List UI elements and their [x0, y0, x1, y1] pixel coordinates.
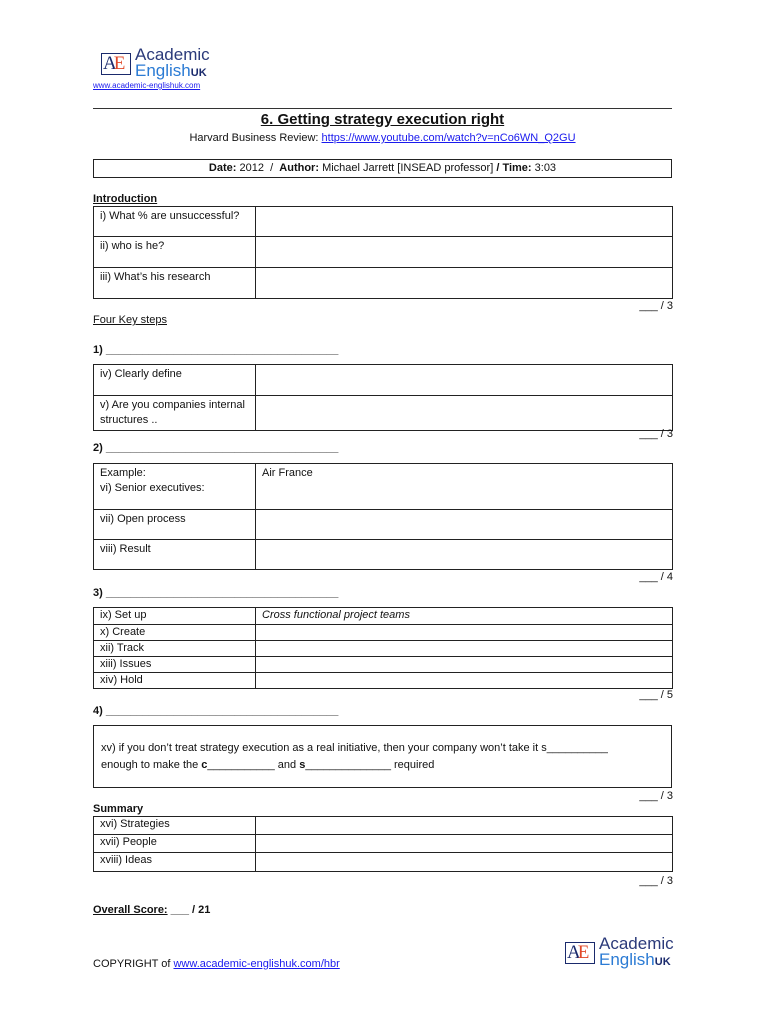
question-label: xiii) Issues — [94, 657, 256, 673]
answer-cell[interactable] — [256, 268, 673, 299]
step4-line1: xv) if you don’t treat strategy execution as a real initiative, then your company won’t take it s__________ — [101, 742, 608, 754]
overall-score — [93, 904, 210, 916]
step4-line2: enough to make the c___________ and s______________ required — [101, 759, 435, 771]
academic-english-logo-footer — [565, 936, 674, 970]
ae-logo-icon: AE — [565, 942, 595, 964]
source-url-link[interactable]: https://www.youtube.com/watch?v=nCo6WN_Q2GU — [321, 132, 576, 144]
summary-heading: Summary — [93, 803, 144, 815]
step1-heading: 1) ______________________________________ — [93, 344, 339, 356]
logo-word-uk: UK — [190, 67, 207, 79]
answer-cell[interactable] — [256, 657, 673, 673]
question-label: xviii) Ideas — [94, 853, 256, 872]
question-label: xvii) People — [94, 835, 256, 853]
overall-score-value: ___ / 21 — [167, 904, 211, 916]
summary-table — [93, 816, 673, 872]
step1-score: ___ / 3 — [639, 428, 673, 440]
answer-cell[interactable] — [256, 641, 673, 657]
summary-score: ___ / 3 — [639, 875, 673, 887]
source-label: Harvard Business Review: — [189, 132, 319, 144]
academic-english-logo — [101, 47, 210, 81]
info-box: Date: 2012 / Author: Michael Jarrett [INSEAD professor] / Time: 3:03 — [93, 159, 672, 178]
answer-cell[interactable] — [256, 673, 673, 689]
step3-heading: 3) ______________________________________ — [93, 587, 339, 599]
answer-cell[interactable] — [256, 835, 673, 853]
question-label: ix) Set up — [94, 608, 256, 625]
answer-cell[interactable] — [256, 365, 673, 396]
footer-link[interactable]: www.academic-englishuk.com/hbr — [173, 958, 340, 970]
question-label: iii) What’s his research — [94, 268, 256, 299]
step4-score: ___ / 3 — [639, 790, 673, 802]
author-value: Michael Jarrett [INSEAD professor] — [322, 162, 494, 174]
logo-word-academic: Academic — [599, 934, 674, 953]
date-value: 2012 — [239, 162, 264, 174]
step2-score: ___ / 4 — [639, 571, 673, 583]
answer-cell[interactable] — [256, 237, 673, 268]
question-label: ii) who is he? — [94, 237, 256, 268]
page-title: 6. Getting strategy execution right — [260, 111, 505, 128]
introduction-score: ___ / 3 — [639, 300, 673, 312]
answer-cell[interactable] — [256, 625, 673, 641]
answer-cell[interactable] — [256, 510, 673, 540]
question-label: viii) Result — [94, 540, 256, 570]
answer-cell[interactable] — [256, 853, 673, 872]
footer-copyright: COPYRIGHT of www.academic-englishuk.com/hbr — [93, 958, 340, 970]
logo-word-english: English — [135, 61, 191, 80]
header-divider — [93, 108, 672, 109]
example-value: Air France — [256, 464, 673, 510]
answer-cell[interactable] — [256, 396, 673, 431]
introduction-heading: Introduction — [93, 193, 158, 205]
question-label: xiv) Hold — [94, 673, 256, 689]
logo-word-academic: Academic — [135, 45, 210, 64]
step4-box — [93, 725, 672, 788]
question-label: v) Are you companies internal structures .. — [94, 396, 256, 431]
answer-cell[interactable] — [256, 817, 673, 835]
question-label: i) What % are unsuccessful? — [94, 207, 256, 237]
logo-word-uk: UK — [654, 956, 671, 968]
step4-heading: 4) ______________________________________ — [93, 705, 339, 717]
logo-word-english: English — [599, 950, 655, 969]
introduction-table — [93, 206, 673, 299]
time-value: 3:03 — [534, 162, 557, 174]
step3-table — [93, 607, 673, 689]
ae-logo-icon: AE — [101, 53, 131, 75]
question-label: xvi) Strategies — [94, 817, 256, 835]
answer-cell: Cross functional project teams — [256, 608, 673, 625]
step3-score: ___ / 5 — [639, 689, 673, 701]
step1-table — [93, 364, 673, 431]
question-label: vii) Open process — [94, 510, 256, 540]
step2-heading: 2) ______________________________________ — [93, 442, 339, 454]
overall-score-label: Overall Score: — [93, 904, 168, 916]
key-steps-heading: Four Key steps — [93, 314, 167, 326]
answer-cell[interactable] — [256, 207, 673, 237]
step2-table — [93, 463, 673, 570]
source-line — [93, 132, 672, 144]
question-label: x) Create — [94, 625, 256, 641]
website-link[interactable]: www.academic-englishuk.com — [93, 81, 201, 90]
question-label: xii) Track — [94, 641, 256, 657]
question-label: Example: vi) Senior executives: — [94, 464, 256, 510]
question-label: iv) Clearly define — [94, 365, 256, 396]
answer-cell[interactable] — [256, 540, 673, 570]
